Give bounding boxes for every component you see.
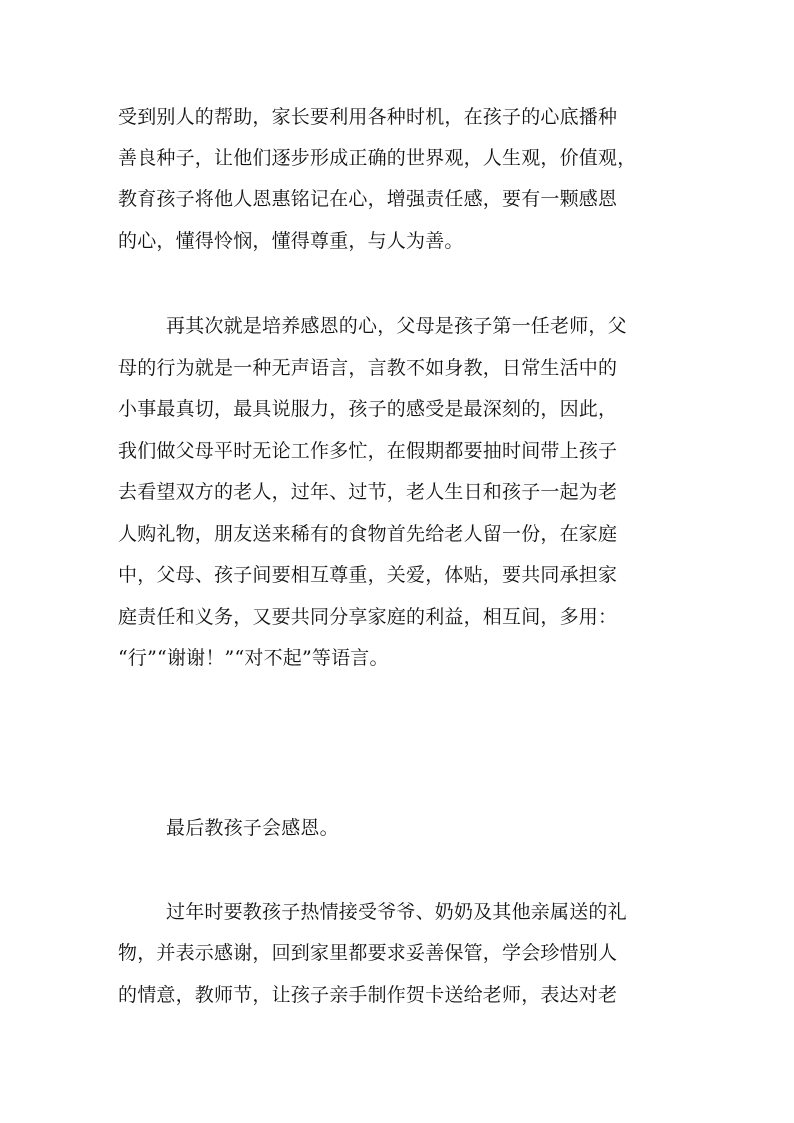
paragraph-2-line-6: 人购礼物，朋友送来稀有的食物首先给老人留一份，在家庭 bbox=[118, 523, 618, 545]
paragraph-4-line-1: 过年时要教孩子热情接受爷爷、奶奶及其他亲属送的礼 bbox=[166, 901, 627, 923]
paragraph-2-line-7: 中，父母、孩子间要相互尊重，关爱，体贴，要共同承担家 bbox=[118, 564, 618, 586]
paragraph-2-line-1: 再其次就是培养感恩的心，父母是孩子第一任老师，父 bbox=[166, 315, 627, 337]
paragraph-1-line-1: 受到别人的帮助，家长要利用各种时机，在孩子的心底播种 bbox=[118, 106, 618, 128]
paragraph-2-line-4: 我们做父母平时无论工作多忙，在假期都要抽时间带上孩子 bbox=[118, 440, 618, 462]
paragraph-2-line-9: “行”“谢谢！”“对不起”等语言。 bbox=[118, 647, 389, 669]
paragraph-4-line-2: 物，并表示感谢，回到家里都要求妥善保管，学会珍惜别人 bbox=[118, 942, 618, 964]
paragraph-2-line-3: 小事最真切，最具说服力，孩子的感受是最深刻的，因此， bbox=[118, 398, 618, 420]
paragraph-1-line-2: 善良种子，让他们逐步形成正确的世界观，人生观，价值观， bbox=[118, 147, 637, 169]
paragraph-1-line-3: 教育孩子将他人恩惠铭记在心，增强责任感，要有一颗感恩 bbox=[118, 188, 618, 210]
paragraph-2-line-5: 去看望双方的老人，过年、过节，老人生日和孩子一起为老 bbox=[118, 481, 618, 503]
paragraph-2-line-2: 母的行为就是一种无声语言，言教不如身教，日常生活中的 bbox=[118, 357, 618, 379]
paragraph-3-line-1: 最后教孩子会感恩。 bbox=[166, 817, 339, 839]
paragraph-2-line-8: 庭责任和义务，又要共同分享家庭的利益，相互间，多用： bbox=[118, 606, 618, 628]
paragraph-4-line-3: 的情意，教师节，让孩子亲手制作贺卡送给老师，表达对老 bbox=[118, 984, 618, 1006]
paragraph-1-line-4: 的心，懂得怜悯，懂得尊重，与人为善。 bbox=[118, 230, 464, 252]
